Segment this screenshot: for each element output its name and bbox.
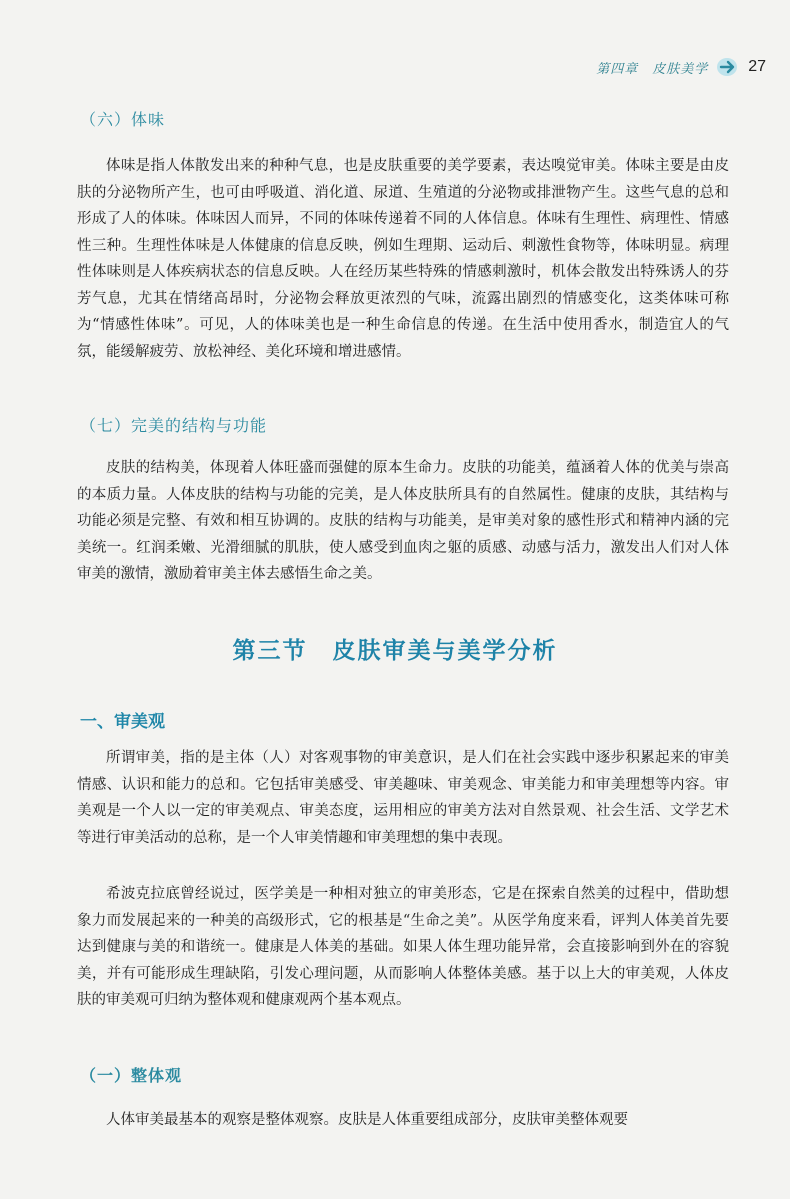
subsection-heading-6: （六）体味 xyxy=(80,110,166,129)
paragraph-aesthetic-definition: 所谓审美，指的是主体（人）对客观事物的审美意识，是人们在社会实践中逐步积累起来的审美情感、认识和能力的总和。它包括审美感受、审美趣味、审美观念、审美能力和审美理想等内容。审美观是一个人以一定的审美观点、审美态度，运用相应的审美方法对自然景观、社会生活、文学艺术等进行审美活动的总称，是一个人审美情趣和审美理想的集中表现。 xyxy=(77,750,729,846)
running-header xyxy=(596,56,766,78)
chapter-label: 第四章 皮肤美学 xyxy=(596,61,709,77)
paragraph-holistic-view: 人体审美最基本的观察是整体观察。皮肤是人体重要组成部分，皮肤审美整体观要 xyxy=(106,1112,628,1128)
paragraph-body-odor: 体味是指人体散发出来的种种气息，也是皮肤重要的美学要素，表达嗅觉审美。体味主要是由皮肤的分泌物所产生，也可由呼吸道、消化道、尿道、生殖道的分泌物或排泄物产生。这些气息的总和形成了人的体味。体味因人而异，不同的体味传递着不同的人体信息。体味有生理性、病理性、情感性三种。生理性体味是人体健康的信息反映，例如生理期、运动后、刺激性食物等，体味明显。病理性体味则是人体疾病状态的信息反映。人在经历某些特殊的情感刺激时，机体会散发出特殊诱人的芬芳气息，尤其在情绪高昂时，分泌物会释放更浓烈的气味，流露出剧烈的情感变化，这类体味可称为“情感性体味”。可见，人的体味美也是一种生命信息的传递。在生活中使用香水，制造宜人的气氛，能缓解疲劳、放松神经、美化环境和增进感情。 xyxy=(77,158,729,360)
paragraph-medical-beauty: 希波克拉底曾经说过，医学美是一种相对独立的审美形态，它是在探索自然美的过程中，借助想象力而发展起来的一种美的高级形式，它的根基是“生命之美”。从医学角度来看，评判人体美首先要达到健康与美的和谐统一。健康是人体美的基础。如果人体生理功能异常，会直接影响到外在的容貌美，并有可能形成生理缺陷，引发心理问题，从而影响人体整体美感。基于以上大的审美观，人体皮肤的审美观可归纳为整体观和健康观两个基本观点。 xyxy=(77,886,729,1008)
section-title: 第三节 皮肤审美与美学分析 xyxy=(232,638,558,664)
paragraph-structure-function: 皮肤的结构美，体现着人体旺盛而强健的原本生命力。皮肤的功能美，蕴涵着人体的优美与崇高的本质力量。人体皮肤的结构与功能的完美，是人体皮肤所具有的自然属性。健康的皮肤，其结构与功能必须是完整、有效和相互协调的。皮肤的结构与功能美，是审美对象的感性形式和精神内涵的完美统一。红润柔嫩、光滑细腻的肌肤，使人感受到血肉之躯的质感、动感与活力，激发出人们对人体审美的激情，激励着审美主体去感悟生命之美。 xyxy=(77,460,729,582)
page-number: 27 xyxy=(748,58,766,75)
subsection-heading-holistic: （一）整体观 xyxy=(80,1066,183,1085)
subsection-heading-7: （七）完美的结构与功能 xyxy=(80,416,268,435)
heading-aesthetic-view: 一、审美观 xyxy=(80,712,165,732)
arrow-right-icon xyxy=(716,56,740,78)
